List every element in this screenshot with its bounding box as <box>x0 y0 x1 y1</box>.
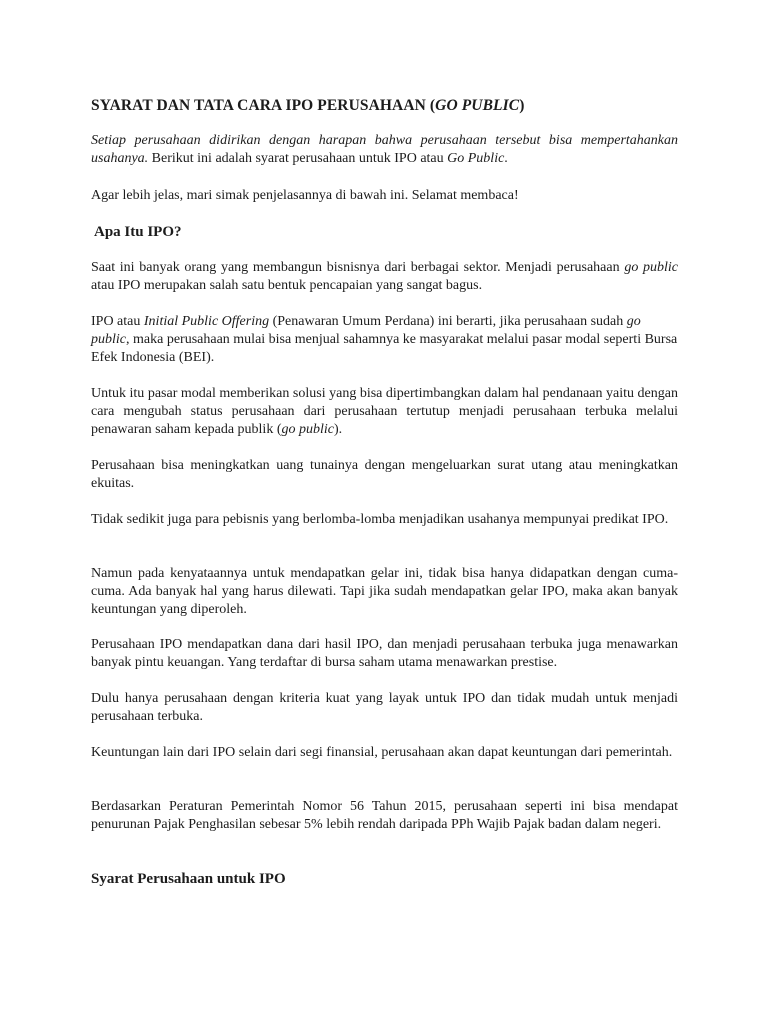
paragraph-2-text-b: (Penawaran Umum Perdana) ini berarti, jika perusahaan sudah <box>269 314 627 329</box>
paragraph-2-text-a: IPO atau <box>91 314 144 329</box>
paragraph-8: Dulu hanya perusahaan dengan kriteria kuat yang layak untuk IPO dan tidak mudah untuk menjadi perusahaan terbuka. <box>91 691 678 724</box>
intro-italic-go-public: Go Public <box>447 150 505 166</box>
paragraph-3-italic: go public <box>281 421 334 437</box>
paragraph-4: Perusahaan bisa meningkatkan uang tunainya dengan mengeluarkan surat utang atau meningkatkan ekuitas. <box>91 458 678 491</box>
title-suffix: ) <box>519 97 525 114</box>
intro-italic: Setiap perusahaan didirikan dengan harapan bahwa perusahaan tersebut bisa mempertahankan usahanya. <box>91 133 678 166</box>
paragraph-6: Namun pada kenyataannya untuk mendapatkan gelar ini, tidak bisa hanya didapatkan dengan cuma-cuma. Ada banyak hal yang harus dilewati. Tapi jika sudah mendapatkan gelar IPO, maka akan banyak keuntungan yang diperoleh. <box>91 566 678 617</box>
paragraph-9: Keuntungan lain dari IPO selain dari segi finansial, perusahaan akan dapat keuntungan dari pemerintah. <box>91 745 673 760</box>
heading-syarat-perusahaan: Syarat Perusahaan untuk IPO <box>91 871 286 887</box>
paragraph-1 <box>91 259 678 295</box>
paragraph-2 <box>91 313 678 366</box>
heading-apa-itu-ipo: Apa Itu IPO? <box>94 224 182 240</box>
intro-paragraph-2: Agar lebih jelas, mari simak penjelasannya di bawah ini. Selamat membaca! <box>91 188 519 203</box>
paragraph-2-italic-1: Initial Public Offering <box>143 314 270 329</box>
paragraph-2-text-c: , maka perusahaan mulai bisa menjual sahamnya ke masyarakat melalui pasar modal seperti Bursa Efek Indonesia (BEI). <box>91 331 678 365</box>
title-text: SYARAT DAN TATA CARA IPO PERUSAHAAN ( <box>91 97 436 114</box>
paragraph-1-text-b: atau IPO merupakan salah satu bentuk pencapaian yang sangat bagus. <box>91 277 483 293</box>
intro-paragraph <box>91 132 678 168</box>
title-italic: GO PUBLIC <box>435 97 520 114</box>
paragraph-3 <box>91 385 678 438</box>
paragraph-3-text-b: ). <box>333 421 343 437</box>
paragraph-7: Perusahaan IPO mendapatkan dana dari hasil IPO, dan menjadi perusahaan terbuka juga menawarkan banyak pintu keuangan. Yang terdaftar di bursa saham utama menawarkan prestise. <box>91 637 678 670</box>
paragraph-3-text-a: Untuk itu pasar modal memberikan solusi yang bisa dipertimbangkan dalam hal pendanaan yaitu dengan cara mengubah status perusahaan dari perusahaan tertutup menjadi perusahaan terbuka melalui penawaran saham kepada publik ( <box>91 386 678 437</box>
document-title <box>91 96 678 116</box>
paragraph-1-text-a: Saat ini banyak orang yang membangun bisnisnya dari berbagai sektor. Menjadi perusahaan <box>91 260 625 275</box>
paragraph-10: Berdasarkan Peraturan Pemerintah Nomor 56 Tahun 2015, perusahaan seperti ini bisa mendapat penurunan Pajak Penghasilan sebesar 5% lebih rendah daripada PPh Wajib Pajak badan dalam negeri. <box>91 799 678 832</box>
paragraph-5: Tidak sedikit juga para pebisnis yang berlomba-lomba menjadikan usahanya mempunyai predikat IPO. <box>91 512 669 527</box>
paragraph-2-italic-2: go public <box>91 314 641 347</box>
paragraph-1-italic: go public <box>624 260 678 275</box>
intro-text: Berikut ini adalah syarat perusahaan untuk IPO atau <box>148 150 448 166</box>
intro-end: . <box>504 150 508 166</box>
